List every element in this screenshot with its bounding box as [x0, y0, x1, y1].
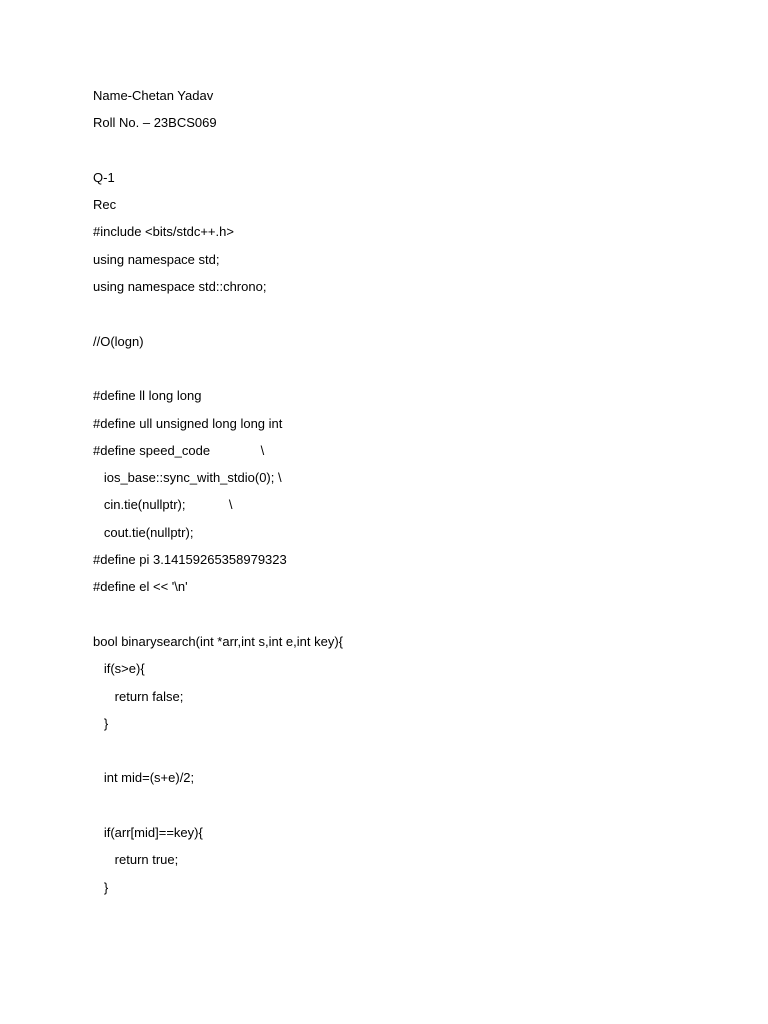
code-line: }: [93, 879, 109, 895]
code-line: #define ull unsigned long long int: [93, 415, 283, 431]
code-line: [93, 605, 728, 632]
code-line: #define el << '\n': [93, 579, 188, 595]
section-label: Rec: [93, 197, 117, 213]
code-line: bool binarysearch(int *arr,int s,int e,int key){: [93, 633, 344, 649]
code-line: if(s>e){: [93, 661, 145, 677]
code-line: return true;: [93, 852, 179, 868]
question-label: Q-1: [93, 169, 115, 185]
document-body: [93, 86, 728, 905]
code-line: if(arr[mid]==key){: [93, 825, 203, 841]
code-line: [93, 741, 728, 768]
code-line: [93, 359, 728, 386]
code-line: //O(logn): [93, 333, 144, 349]
code-line: ios_base::sync_with_stdio(0); \: [93, 470, 282, 486]
roll-number: Roll No. – 23BCS069: [93, 115, 217, 131]
code-line: int mid=(s+e)/2;: [93, 770, 195, 786]
code-line: return false;: [93, 688, 184, 704]
code-line: [93, 796, 728, 823]
spacer: [93, 141, 728, 168]
code-line: cout.tie(nullptr);: [93, 524, 194, 540]
code-line: using namespace std;: [93, 251, 220, 267]
student-name: Name-Chetan Yadav: [93, 88, 214, 103]
code-line: #define pi 3.14159265358979323: [93, 552, 287, 568]
code-line: cin.tie(nullptr); \: [93, 497, 233, 513]
code-line: [93, 304, 728, 331]
code-line: using namespace std::chrono;: [93, 279, 267, 295]
code-line: #include <bits/stdc++.h>: [93, 224, 234, 240]
code-line: #define ll long long: [93, 388, 202, 404]
code-line: }: [93, 715, 109, 731]
code-line: #define speed_code \: [93, 442, 265, 458]
